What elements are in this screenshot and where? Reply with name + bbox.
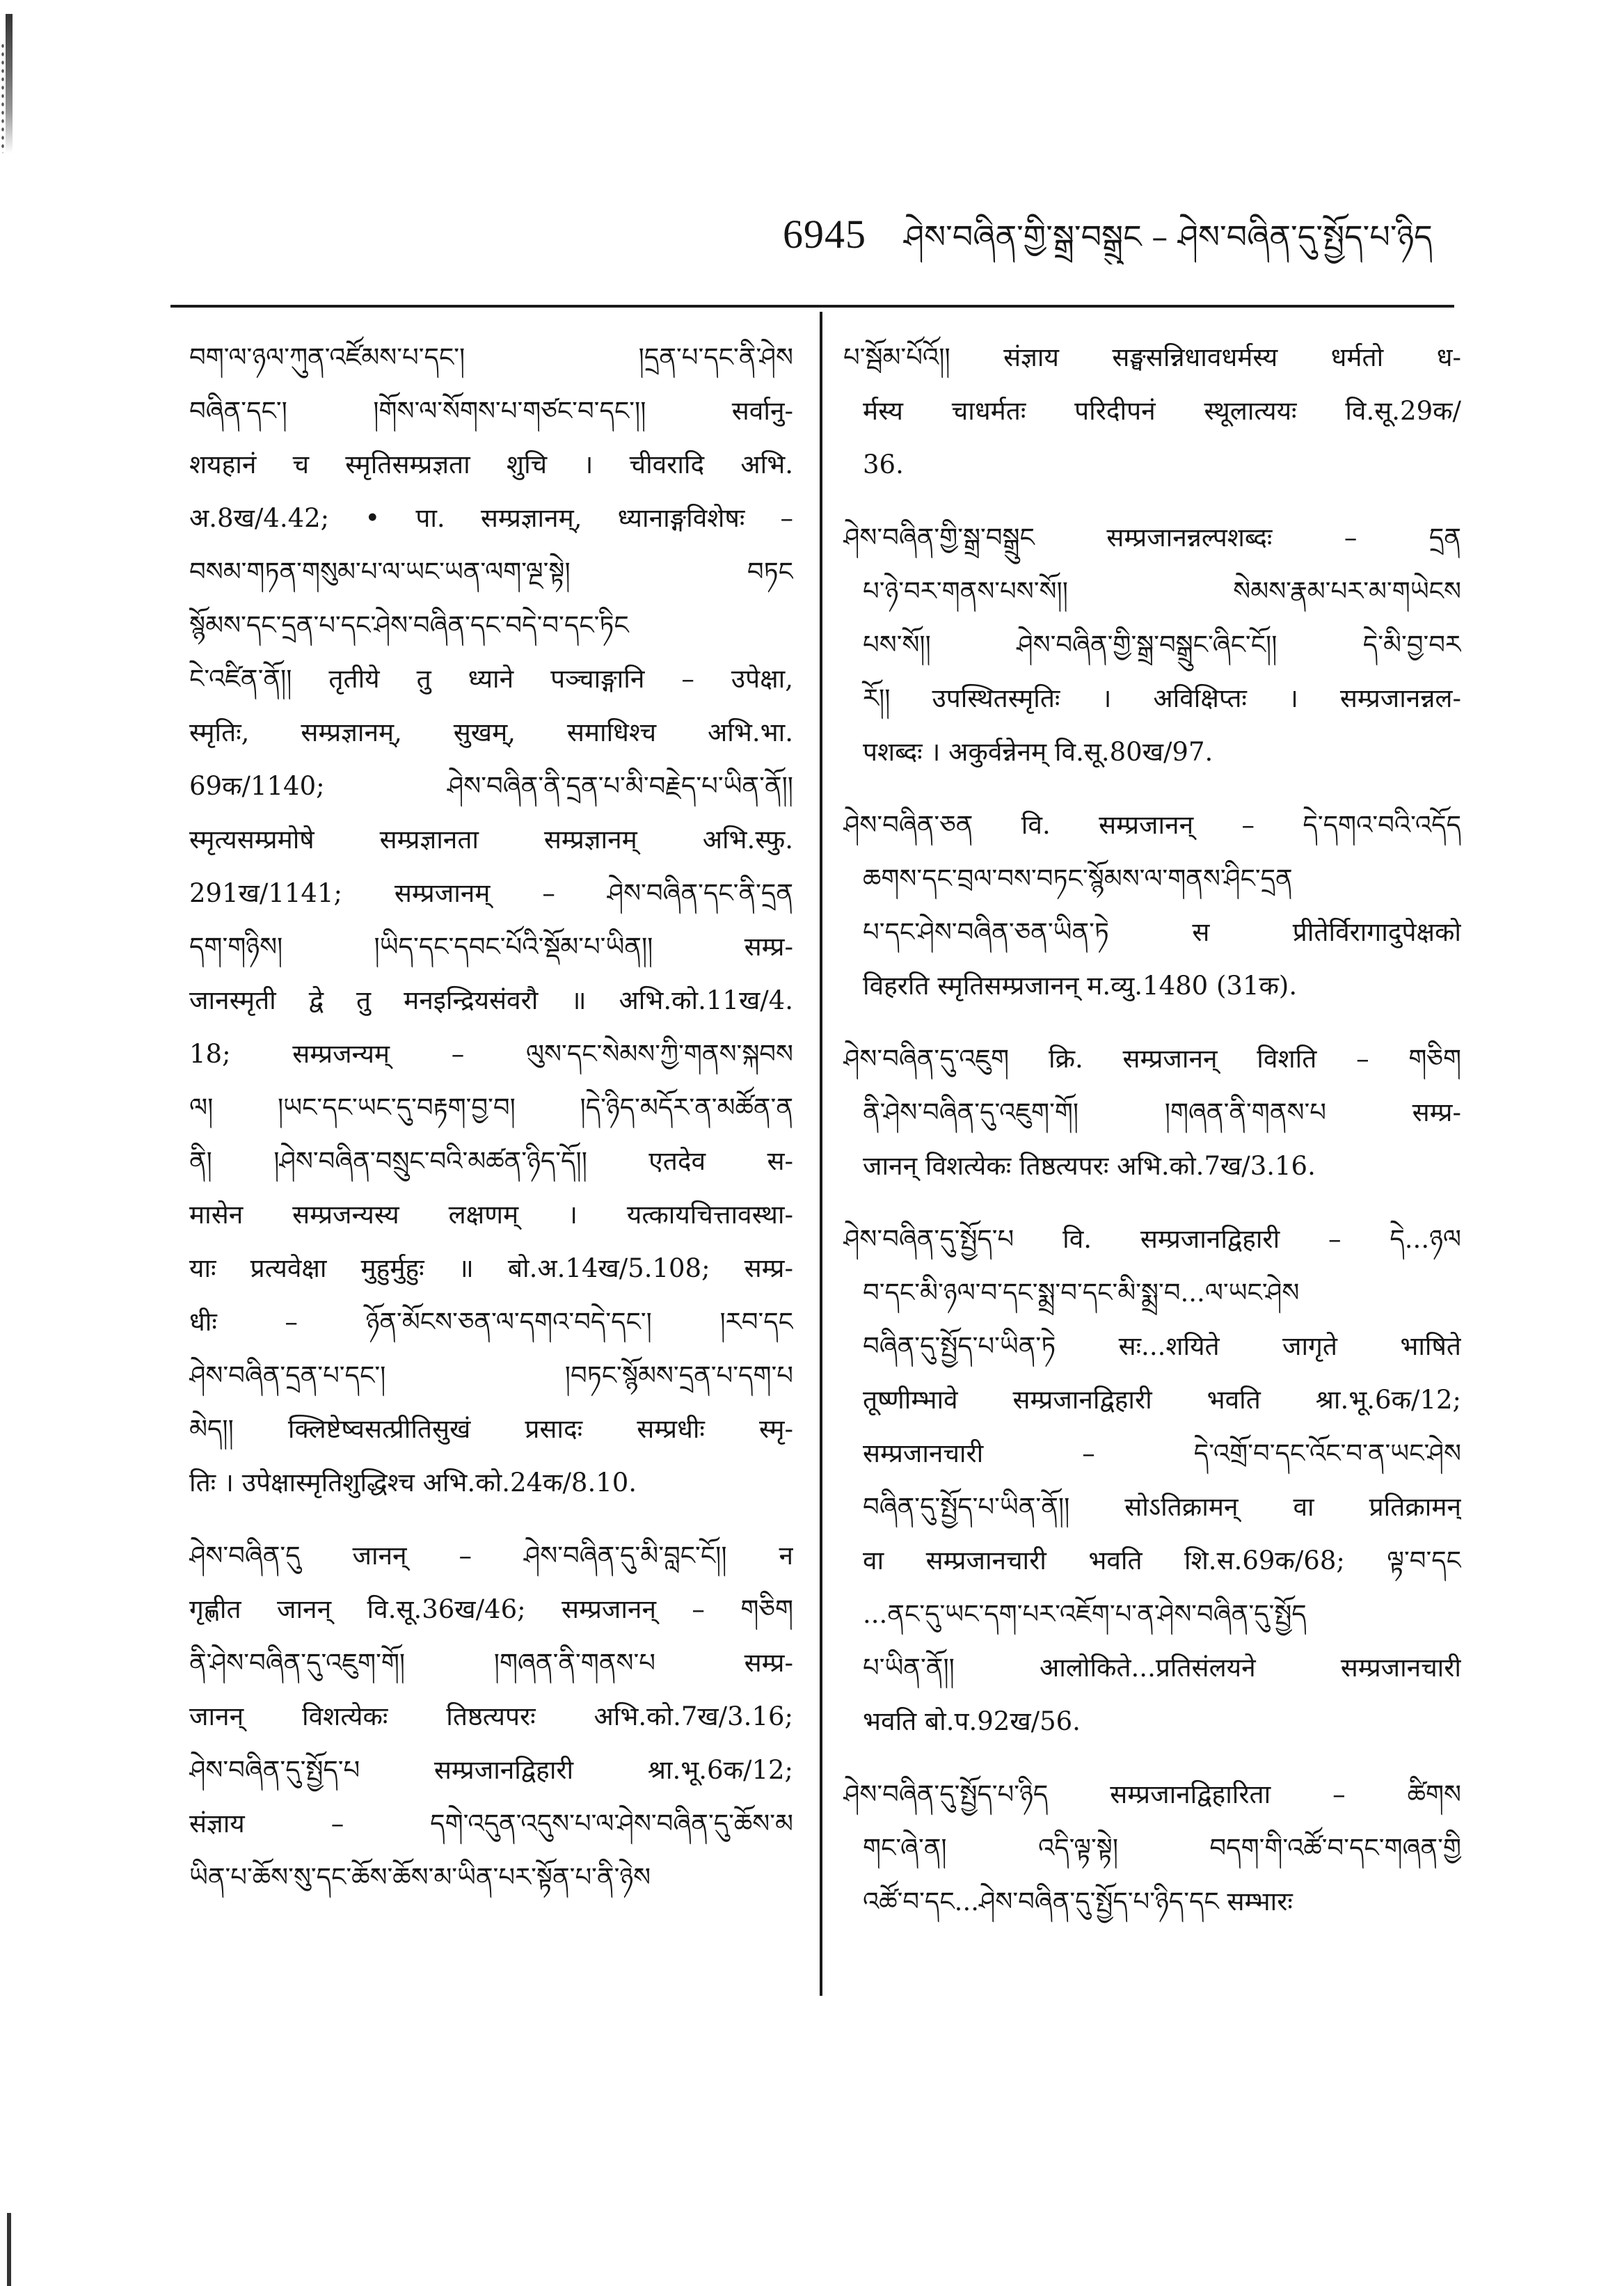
scan-edge-speckle bbox=[0, 42, 6, 153]
entry-line: 69क/1140; ཤེས་བཞིན་ནི་དྲན་པ་མི་བརྗེད་པ་ཡིན་ནོ།། bbox=[189, 771, 793, 801]
entry-line: ནི་ཤེས་བཞིན་དུ་འཇུག་གོ། །གཞན་ནི་གནས་པ सम्प्र- bbox=[189, 1648, 793, 1678]
entry-line: ཤེས་བཞིན་དྲན་པ་དང་། །བཏང་སྙོམས་དྲན་པ་དག་པ bbox=[189, 1360, 793, 1390]
entry-line: ཤེས་བཞིན་དུ་སྤྱོད་པ सम्प्रजानद्विहारी श्रा.भू.6क/12; bbox=[189, 1755, 793, 1785]
entry-line: ཤེས་བཞིན་དུ་སྤྱོད་པ वि. सम्प्रजानद्विहारी – དེ...ཉལ bbox=[843, 1224, 1461, 1254]
scan-edge-mark bbox=[6, 14, 13, 153]
entry-line: བ་དང་མི་ཉལ་བ་དང་སྨྲ་བ་དང་མི་སྨྲ་བ...ལ་ཡང་ཤེས bbox=[863, 1278, 1300, 1308]
left-column bbox=[189, 331, 793, 2035]
entry-line: པ་དང་ཤེས་བཞིན་ཅན་ཡིན་ཏེ स प्रीतेर्विरागादुपेक्षको bbox=[863, 917, 1461, 947]
entry-line: ཡིན་པ་ཆོས་སུ་དང་ཆོས་ཆོས་མ་ཡིན་པར་སྟོན་པ་ནི་ཉེས bbox=[189, 1862, 651, 1892]
entry-line: བཞིན་དུ་སྤྱོད་པ་ཡིན་ཏེ सः...शयिते जागृते भाषिते bbox=[863, 1331, 1461, 1361]
entry-line: धीः – ཉོན་མོངས་ཅན་ལ་དགའ་བདེ་དང་། །རབ་དང bbox=[189, 1307, 793, 1337]
dictionary-entry bbox=[843, 1212, 1461, 1748]
entry-line: विहरति स्मृतिसम्प्रजानन् म.व्यु.1480 (31क). bbox=[863, 971, 1298, 1001]
dictionary-entry bbox=[189, 331, 793, 1509]
dictionary-entry bbox=[843, 331, 1461, 491]
entry-line: ནི། །ཤེས་བཞིན་བསྲུང་བའི་མཚན་ཉིད་དོ།། एतदेव स- bbox=[189, 1146, 793, 1176]
entry-line: བག་ལ་ཉལ་ཀུན་འཛོམས་པ་དང་། །དྲན་པ་དང་ནི་ཤེས bbox=[189, 342, 793, 372]
entry-line: ཤེས་བཞིན་ཅན वि. सम्प्रजानन् – དེ་དགའ་བའི་འདོད bbox=[843, 810, 1461, 840]
dictionary-entry bbox=[843, 798, 1461, 1013]
entry-line: ཤེས་བཞིན་དུ་སྤྱོད་པ་ཉིད सम्प्रजानद्विहारिता – ཚིགས bbox=[843, 1779, 1461, 1809]
entry-line: जानन् विशत्येकः तिष्ठत्यपरः अभि.को.7ख/3.16. bbox=[863, 1151, 1316, 1181]
entry-line: मासेन सम्प्रजन्यस्य लक्षणम् । यत्कायचित्तावस्था- bbox=[189, 1200, 793, 1230]
entry-line: 291ख/1141; सम्प्रजानम् – ཤེས་བཞིན་དང་ནི་དྲན bbox=[189, 878, 793, 908]
entry-line: གང་ཞེ་ན། འདི་ལྟ་སྟེ། བདག་གི་འཚོ་བ་དང་གཞན་གྱི bbox=[863, 1833, 1461, 1863]
entry-line: याः प्रत्यवेक्षा मुहुर्मुहुः ॥ बो.अ.14ख/5.108; सम्प्र- bbox=[189, 1253, 793, 1283]
entry-line: स्मृतिः, सम्प्रज्ञानम्, सुखम्, समाधिश्च अभि.भा. bbox=[189, 717, 793, 747]
entry-line: भवति बो.प.92ख/56. bbox=[863, 1706, 1081, 1736]
running-head: ཤེས་བཞིན་གྱི་སྒྲ་བསྒྲུང – ཤེས་བཞིན་དུ་སྤྱོད་པ་ཉིད bbox=[904, 218, 1433, 255]
entry-line: རོ།། उपस्थितस्मृतिः । अविक्षिप्तः । सम्प्रजानन्नल- bbox=[863, 683, 1461, 713]
entry-line: ཤེས་བཞིན་གྱི་སྒྲ་བསྒྲུང सम्प्रजानन्नल्पशब्दः – དྲན bbox=[843, 523, 1461, 553]
entry-line: संज्ञाय – དགེ་འདུན་འདུས་པ་ལ་ཤེས་བཞིན་དུ་ཆོས་མ bbox=[189, 1809, 793, 1839]
entry-line: तूष्णीम्भावे सम्प्रजानद्विहारी भवति श्रा.भू.6क/12; bbox=[863, 1385, 1461, 1415]
dictionary-entry bbox=[189, 1529, 793, 1904]
page-header bbox=[783, 202, 1513, 264]
entry-line: 36. bbox=[863, 450, 904, 479]
entry-line: པ་སྦོམ་པོའོ།། संज्ञाय सङ्घसन्निधावधर्मस्य धर्मतो ध- bbox=[843, 342, 1461, 372]
entry-line: वा सम्प्रजानचारी भवति शि.स.69क/68; ལྟ་བ་དང bbox=[863, 1546, 1461, 1575]
entry-line: शयहानं च स्मृतिसम्प्रज्ञता शुचि । चीवरादि अभि. bbox=[189, 450, 793, 479]
entry-line: 18; सम्प्रजन्यम् – ལུས་དང་སེམས་ཀྱི་གནས་སྐབས bbox=[189, 1039, 793, 1069]
entry-line: अ.8ख/4.42; • पा. सम्प्रज्ञानम्, ध्यानाङ्गविशेषः – bbox=[189, 503, 793, 533]
entry-line: ནི་ཤེས་བཞིན་དུ་འཇུག་གོ། །གཞན་ནི་གནས་པ सम्प्र- bbox=[863, 1097, 1461, 1127]
entry-line: བཞིན་དུ་སྤྱོད་པ་ཡིན་ནོ།། सोऽतिक्रामन् वा प्रतिक्रामन् bbox=[863, 1492, 1461, 1522]
entry-line: सम्प्रजानचारी – དེ་འགྲོ་བ་དང་འོང་བ་ན་ཡང་ཤེས bbox=[863, 1438, 1461, 1468]
entry-line: पशब्दः । अकुर्वन्नेनम् वि.सू.80ख/97. bbox=[863, 737, 1213, 767]
entry-line: པ་ཡིན་ནོ།། आलोकिते...प्रतिसंलयने सम्प्रजानचारी bbox=[863, 1653, 1461, 1683]
entry-line: ཆགས་དང་བྲལ་བས་བཏང་སྙོམས་ལ་གནས་ཤིང་དྲན bbox=[863, 864, 1293, 894]
entry-line: ངེ་འཛིན་ནོ།། तृतीये तु ध्याने पञ्चाङ्गानि – उपेक्षा, bbox=[189, 664, 793, 694]
entry-line: जानन् विशत्येकः तिष्ठत्यपरः अभि.को.7ख/3.16; bbox=[189, 1701, 793, 1731]
dictionary-entry bbox=[843, 511, 1461, 779]
entry-line: འཚོ་བ་དང...ཤེས་བཞིན་དུ་སྤྱོད་པ་ཉིད་དང सम्भारः bbox=[863, 1887, 1293, 1916]
header-rule bbox=[170, 305, 1454, 308]
entry-line: ཤེས་བཞིན་དུ जानन् – ཤེས་བཞིན་དུ་མི་བླང་ངོ།། न bbox=[189, 1541, 793, 1571]
column-divider bbox=[820, 312, 822, 1996]
scan-edge-mark-bottom bbox=[7, 2213, 11, 2286]
entry-line: तिः । उपेक्षास्मृतिशुद्धिश्च अभि.को.24क/8.10. bbox=[189, 1468, 637, 1498]
entry-line: गृह्णीत जानन् वि.सू.36ख/46; सम्प्रजानन् – གཅིག bbox=[189, 1594, 793, 1624]
entry-line: ཤེས་བཞིན་དུ་འཇུག क्रि. सम्प्रजानन् विशति – གཅིག bbox=[843, 1044, 1461, 1074]
right-column bbox=[843, 331, 1461, 2035]
entry-line: स्मृत्यसम्प्रमोषे सम्प्रज्ञानता सम्प्रज्ञानम् अभि.स्फु. bbox=[189, 825, 793, 855]
entry-line: བཞིན་དང་། །གོས་ལ་སོགས་པ་གཙང་བ་དང་།། सर्वानु- bbox=[189, 396, 793, 426]
entry-line: མེད།། क्लिष्टेष्वसत्प्रीतिसुखं प्रसादः सम्प्रधीः स्मृ- bbox=[189, 1414, 793, 1444]
entry-line: བསམ་གཏན་གསུམ་པ་ལ་ཡང་ཡན་ལག་ལྔ་སྟེ། བཏང bbox=[189, 557, 793, 587]
entry-line: ...ནང་དུ་ཡང་དག་པར་འཇོག་པ་ན་ཤེས་བཞིན་དུ་སྤྱོད bbox=[863, 1599, 1307, 1629]
entry-line: པ་ཉེ་བར་གནས་པས་སོ།། སེམས་རྣམ་པར་མ་གཡེངས bbox=[863, 576, 1461, 606]
dictionary-entry bbox=[843, 1032, 1461, 1193]
dictionary-entry bbox=[843, 1768, 1461, 1928]
entry-line: जानस्मृती द्वे तु मनइन्द्रियसंवरौ ॥ अभि.को.11ख/4. bbox=[189, 985, 793, 1015]
entry-line: དག་གཉིས། །ཡིད་དང་དབང་པོའི་སྡོམ་པ་ཡིན།། सम्प्र- bbox=[189, 932, 793, 962]
entry-line: པས་སོ།། ཤེས་བཞིན་གྱི་སྒྲ་བསྒྲུང་ཞིང་ངོ།། དེ་མི་བྱ་བར bbox=[863, 630, 1461, 660]
page-number: 6945 bbox=[783, 212, 866, 257]
entry-line: र्मस्य चाधर्मतः परिदीपनं स्थूलात्ययः वि.सू.29क/ bbox=[863, 396, 1461, 426]
entry-line: སྙོམས་དང་དྲན་པ་དང་ཤེས་བཞིན་དང་བདེ་བ་དང་ཏིང bbox=[189, 610, 629, 640]
entry-line: ལ། །ཡང་དང་ཡང་དུ་བརྟག་བྱ་བ། །དེ་ཉིད་མདོར་ན་མཚོན་ན bbox=[189, 1093, 793, 1122]
